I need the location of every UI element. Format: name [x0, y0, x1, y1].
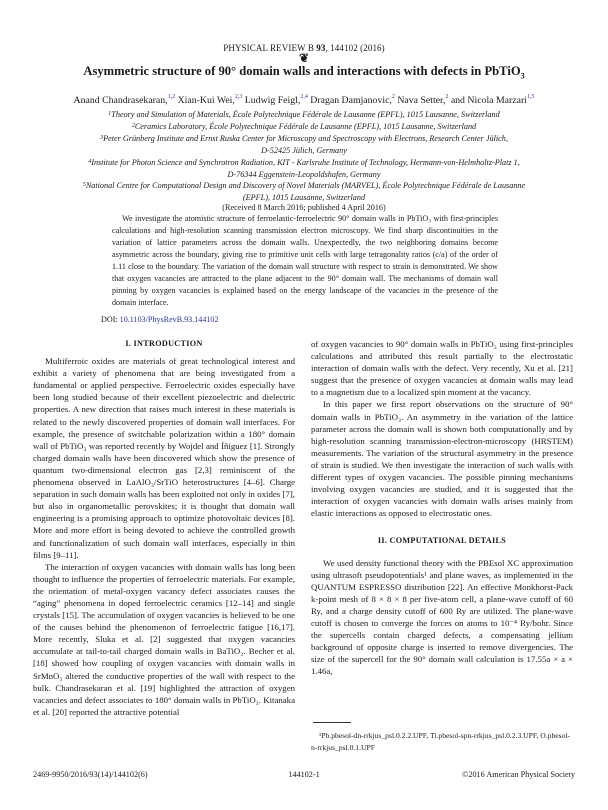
affiliation-5: $^5$National Centre for Computational Design and Discovery of Novel Materials (MARVEL), École Polytechnique Fédérale de Lausanne (EPFL), 1015 Lausanne, Switzerland [82, 181, 526, 202]
author: Anand Chandrasekaran,$^{1,2}$ [73, 94, 176, 106]
abstract: We investigate the atomistic structure of ferroelastic-ferroelectric 90° domain walls in PbTiO₃ with first-principles calculations and high-resolution scanning transmission electron microscopy. We find sharp discontinuities in the variation of lattice parameters across the domain walls. Unexpectedly, the two neighboring domains become asymmetric across the boundary, giving rise to primitive unit cells with large tetragonality ratios (c/a) of the order of 1.11 close to the boundary. The variation of the domain wall structure with respect to strain is demonstrated. We show that oxygen vacancies are attracted to the plane adjacent to the 90° domain wall. The mechanisms of domain wall pinning by oxygen vacancies is explained based on the energy landscape of the vacancies in the presence of the domain interface. [112, 214, 498, 307]
affiliation-ref[interactable]: 1,5 [526, 94, 535, 100]
affiliation-ref[interactable]: 1,2 [167, 94, 176, 100]
doi [101, 315, 219, 324]
footer-issn: 2469-9950/2016/93(14)/144102(6) [33, 770, 148, 779]
footnote-divider [313, 722, 351, 723]
left-column [33, 338, 295, 718]
intro-paragraph-2: The interaction of oxygen vacancies with domain walls has long been thought to influence the properties of ferroelectric materials. For example, the orientation of metal-oxygen vacancy defect associates causes the “aging” phenomena in doped ferroelectric ceramics [12–14] and single crystals [15]. The accumulation of oxygen vacancies is believed to be one of the causes behind the phenomenon of ferroelectric fatigue [16,17]. More recently, Sluka et al. [2] suggested that oxygen vacancies accumulate at tail-to-tail charged domain walls in BaTiO₃. Becher et al. [18] showed how coupling of oxygen vacancies with domain walls in SrMnO₃ altered the conductive properties of the wall with respect to the bulk. Chandrasekaran et al. [19] highlighted the attraction of oxygen vacancies and defect associates to 180° domain walls in PbTiO₃. Kitanaka et al. [20] reported the attractive potential [33, 561, 295, 717]
affiliation-ref[interactable]: 2 [391, 94, 395, 100]
affiliation-4: $^4$Institute for Photon Science and Synchrotron Radiation, KIT - Karlsruhe Institute of Technology, Hermann-von-Helmholtz-Platz 1, D-76344 Eggenstein-Leopoldshafen, Germany [88, 158, 520, 179]
title-text: Asymmetric structure of 90° domain walls and interactions with defects in PbTiO [83, 64, 521, 78]
intro-paragraph-3: of oxygen vacancies to 90° domain walls in PbTiO₃ using first-principles calculations and attributed this result partially to the electrostatic interaction of domain walls with the defect. Very recently, Xu et al. [21] suggest that the presence of oxygen vacancies at domain walls may lead to a magnetism due to a localized spin moment at the vacancy. [311, 339, 573, 398]
doi-label: DOI: [101, 315, 120, 324]
intro-paragraph-4: In this paper we first report observations on the structure of 90° domain walls in PbTiO₃. An asymmetry in the variation of the lattice parameter across the domain wall is shown both computationally and by high-resolution scanning transmission-electron-microscopy (HRSTEM) measurements. The variation of the structural asymmetry in the presence of strain is studied. We then investigate the interaction of such walls with different types of oxygen vacancies. The possible pinning mechanisms involving oxygen vacancies are studied, and it is suggested that the interaction of oxygen vacancies with domain walls arises mainly from elastic interactions as opposed to electrostatic ones. [311, 399, 573, 519]
affiliation-ref[interactable]: 2 [445, 94, 449, 100]
affiliation-2: $^2$Ceramics Laboratory, École Polytechnique Fédérale de Lausanne (EPFL), 1015 Lausanne, Switzerland [131, 122, 477, 131]
journal-article-info: , 144102 (2016) [325, 43, 385, 53]
intro-paragraph-1: Multiferroic oxides are materials of great technological interest and exhibit a variety of phenomena that are being investigated from a fundamental or applied perspective. Ferroelectric oxides especially have been long studied because of their excellent piezoelectric and dielectric properties. A new direction that raises much interest in these materials is related to the newly discovered properties of domain wall interfaces. For example, the presence of switchable polarization within a 180° domain wall of PbTiO₃ was reported recently by Wojdel and Íñiguez [1]. Strongly charged domain walls have been discovered which show the presence of quantum two-dimensional electron gas [2,3] reminiscent of the phenomena observed in LaAlO₃/SrTiO heterostructures [4–6]. Charge separation in such domain walls has been exploited not only in oxides [7], but also in organometallic perovskites; it is thought that domain wall engineering is a promising approach to optimize photovoltaic devices [8]. More and more effort is being devoted to achieve the controlled growth and functionalization of such domain wall interfaces, especially in thin films [9–11]. [33, 356, 295, 560]
section-heading-computational: II. COMPUTATIONAL DETAILS [377, 536, 507, 546]
author: Nava Setter,$^2$ [397, 94, 449, 106]
author-list [0, 95, 608, 106]
affiliation-3: $^3$Peter Grünberg Institute and Ernst Ruska Center for Microscopy and Spectroscopy with Electrons, Research Center Jülich, D-52425 Jülich, Germany [100, 134, 508, 155]
doi-link[interactable]: 10.1103/PhysRevB.93.144102 [119, 315, 219, 324]
journal-logo-icon: ❦ [298, 51, 310, 65]
title-subscript: 3 [520, 71, 525, 81]
footer-copyright: ©2016 American Physical Society [462, 770, 575, 779]
author: Ludwig Feigl,$^{2,4}$ [244, 94, 308, 106]
author: Dragan Damjanovic,$^2$ [310, 94, 395, 106]
affiliation-1: $^1$Theory and Simulation of Materials, École Polytechnique Fédérale de Lausanne (EPFL), 1015 Lausanne, Switzerland [108, 110, 500, 119]
section-heading-introduction: I. INTRODUCTION [125, 339, 203, 348]
affiliation-ref[interactable]: 2,4 [300, 94, 308, 100]
received-date: (Received 8 March 2016; published 4 April 2016) [222, 203, 386, 212]
journal-volume: 93 [316, 43, 326, 53]
journal-name: PHYSICAL REVIEW B [223, 43, 317, 53]
affiliation-ref[interactable]: 2,3 [234, 94, 243, 100]
author: and Nicola Marzari$^{1,5}$ [450, 94, 535, 106]
computational-paragraph-1: We used density functional theory with the PBEsol XC approximation using ultrasoft pseudopotentials¹ and plane waves, as implemented in the QUANTUM ESPRESSO distribution [22]. An effective Monkhorst-Pack k-point mesh of 8 × 8 × 8 per five-atom cell, a plane-wave cutoff of 60 Ry, and a charge density cutoff of 600 Ry are utilized. The plane-wave cutoff is chosen to converge the forces on atoms to 10⁻⁴ Ry/bohr. Since the supercells contain charged defects, a compensating jellium background of opposite charge is inserted to remove divergencies. The size of the supercell for the 90° domain wall calculation is 17.55a × a × 1.46a, [311, 557, 573, 677]
footer-page-number: 144102-1 [288, 770, 320, 779]
author: Xian-Kui Wei,$^{2,3}$ [177, 94, 243, 106]
right-column [311, 338, 573, 677]
paper-title [0, 64, 608, 81]
footnote-1: ¹Pb.pbesol-dn-rrkjus_psl.0.2.2.UPF, Ti.pbesol-spn-rrkjus_psl.0.2.3.UPF, O.pbesol-n-rrkjus_psl.0.1.UPF [311, 731, 571, 752]
